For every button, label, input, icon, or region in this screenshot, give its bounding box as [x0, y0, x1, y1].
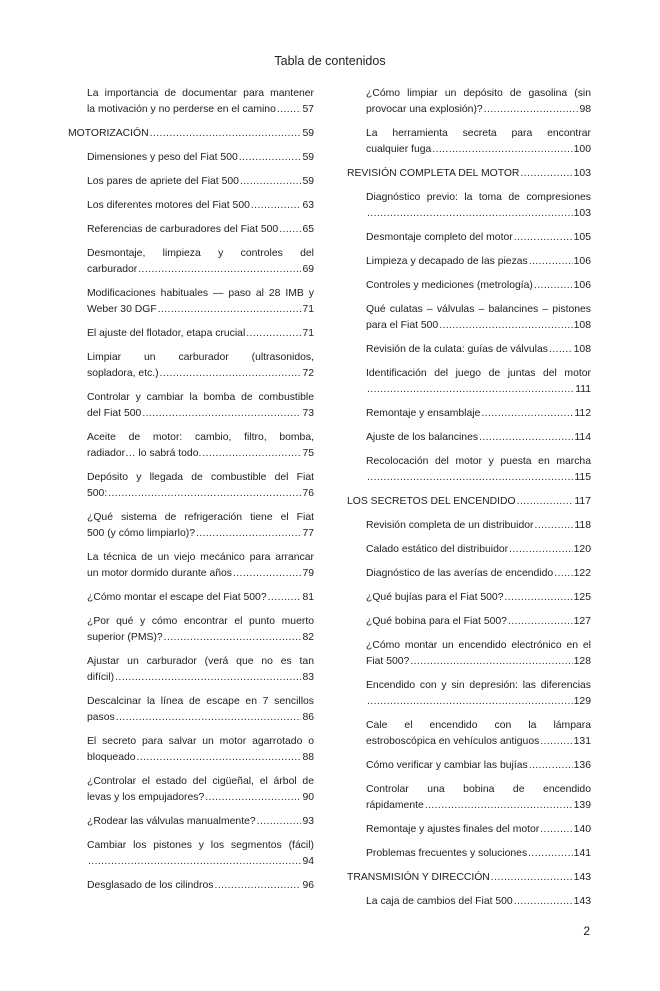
toc-entry-title: Weber 30 DGF: [87, 304, 157, 315]
toc-entry-leader-line: [366, 278, 591, 294]
dot-leader: [540, 822, 572, 838]
toc-entry-leader-line: [87, 174, 314, 190]
toc-entry-page-number: 131: [573, 736, 591, 747]
toc-entry-title: cualquier fuga: [366, 144, 432, 155]
toc-entry-title: Problemas frecuentes y soluciones: [366, 848, 528, 859]
toc-entry-leader-line: [87, 790, 314, 806]
toc-entry-text-line: Modificaciones habituales — paso al 28 IMB y: [87, 288, 314, 299]
toc-entry-page-number: 75: [302, 448, 314, 459]
toc-entry-page-number: 82: [302, 632, 314, 643]
toc-entry-page-number: 108: [573, 320, 591, 331]
dot-leader: [549, 342, 573, 358]
toc-entry-title: LOS SECRETOS DEL ENCENDIDO: [347, 496, 516, 507]
toc-entry-title: Calado estático del distribuidor: [366, 544, 509, 555]
toc-entry-page-number: 76: [302, 488, 314, 499]
toc-section-heading[interactable]: [347, 166, 591, 182]
toc-entry-title: provocar una explosión)?: [366, 104, 483, 115]
dot-leader: [517, 494, 574, 510]
toc-entry-leader-line: [366, 206, 591, 222]
toc-entry-text-line: ¿Por qué y cómo encontrar el punto muerto: [87, 616, 314, 627]
dot-leader: [239, 150, 302, 166]
toc-entry-title: Los diferentes motores del Fiat 500: [87, 200, 250, 211]
toc-entry-page-number: 57: [302, 104, 314, 115]
toc-entry-page-number: 72: [302, 368, 314, 379]
dot-leader: [484, 102, 579, 118]
toc-entry-text-line: ¿Cómo limpiar un depósito de gasolina (sin: [366, 88, 591, 99]
toc-entry-leader-line: [87, 262, 314, 278]
toc-entry-title: ¿Qué bujías para el Fiat 500?: [366, 592, 504, 603]
toc-entry-title: del Fiat 500: [87, 408, 142, 419]
toc-entry-leader-line: [366, 518, 591, 534]
toc-entry[interactable]: [87, 470, 314, 502]
toc-entry-text-line: ¿Cómo montar un encendido electrónico en el: [366, 640, 591, 651]
dot-leader: [240, 174, 302, 190]
toc-entry-leader-line: [87, 150, 314, 166]
toc-entry-page-number: 141: [573, 848, 591, 859]
toc-entry[interactable]: [87, 390, 314, 422]
toc-entry-title: rápidamente: [366, 800, 424, 811]
toc-entry-leader-line: [87, 446, 314, 462]
toc-entry[interactable]: [366, 342, 591, 358]
toc-entry-leader-line: [87, 326, 314, 342]
toc-entry-leader-line: [366, 846, 591, 862]
toc-entry[interactable]: [87, 510, 314, 542]
toc-entry-leader-line: [366, 102, 591, 118]
toc-entry[interactable]: [366, 758, 591, 774]
toc-entry-leader-line: [87, 366, 314, 382]
toc-entry-leader-line: [87, 198, 314, 214]
toc-entry-page-number: 79: [302, 568, 314, 579]
toc-entry[interactable]: [366, 566, 591, 582]
toc-entry[interactable]: [87, 246, 314, 278]
toc-entry[interactable]: [87, 694, 314, 726]
toc-entry-title: Revisión de la culata: guías de válvulas: [366, 344, 548, 355]
toc-entry[interactable]: [366, 614, 591, 630]
toc-entry-page-number: 93: [302, 816, 314, 827]
toc-entry-page-number: 108: [573, 344, 591, 355]
toc-entry-page-number: 129: [573, 696, 591, 707]
dot-leader: [425, 798, 573, 814]
dot-leader: [150, 126, 302, 142]
toc-entry-title: ¿Qué bobina para el Fiat 500?: [366, 616, 507, 627]
toc-entry-leader-line: [366, 470, 591, 486]
toc-entry-text-line: La importancia de documentar para mantener: [87, 88, 314, 99]
toc-entry[interactable]: [366, 254, 591, 270]
toc-entry-text-line: Diagnóstico previo: la toma de compresiones: [366, 192, 591, 203]
toc-entry-leader-line: [366, 590, 591, 606]
toc-entry-page-number: 127: [573, 616, 591, 627]
toc-entry-text-line: El secreto para salvar un motor agarrotado o: [87, 736, 314, 747]
toc-entry-leader-line: [87, 566, 314, 582]
dot-leader: [367, 470, 573, 486]
toc-entry-page-number: 120: [573, 544, 591, 555]
toc-entry-leader-line: [87, 630, 314, 646]
toc-entry-leader-line: [366, 406, 591, 422]
toc-entry-leader-line: [87, 222, 314, 238]
toc-entry-leader-line: [366, 342, 591, 358]
toc-entry-title: levas y los empujadores?: [87, 792, 205, 803]
toc-entry[interactable]: [87, 350, 314, 382]
toc-entry-leader-line: [347, 494, 591, 510]
toc-entry-leader-line: [87, 526, 314, 542]
dot-leader: [432, 142, 572, 158]
toc-entry-title: Controles y mediciones (metrología): [366, 280, 533, 291]
toc-entry-leader-line: [366, 822, 591, 838]
dot-leader: [514, 894, 573, 910]
toc-entry-page-number: 90: [302, 792, 314, 803]
toc-entry-text-line: Limpiar un carburador (ultrasonidos,: [87, 352, 314, 363]
toc-entry-title: Desmontaje completo del motor: [366, 232, 513, 243]
toc-entry[interactable]: [87, 814, 314, 830]
toc-entry[interactable]: [87, 734, 314, 766]
toc-entry-leader-line: [87, 486, 314, 502]
toc-entry[interactable]: [87, 614, 314, 646]
toc-entry-text-line: Descalcinar la línea de escape en 7 sencillos: [87, 696, 314, 707]
dot-leader: [528, 846, 573, 862]
toc-entry-page-number: 106: [573, 280, 591, 291]
toc-entry-page-number: 125: [573, 592, 591, 603]
toc-entry-leader-line: [87, 670, 314, 686]
toc-section-heading[interactable]: [347, 494, 591, 510]
toc-entry[interactable]: [87, 878, 314, 894]
dot-leader: [268, 590, 302, 606]
toc-entry-page-number: 122: [573, 568, 591, 579]
toc-entry-leader-line: [366, 654, 591, 670]
toc-entry-page-number: 73: [302, 408, 314, 419]
toc-entry-text-line: ¿Controlar el estado del cigüeñal, el árbol de: [87, 776, 314, 787]
toc-entry[interactable]: [366, 542, 591, 558]
toc-entry-leader-line: [87, 878, 314, 894]
dot-leader: [279, 222, 301, 238]
toc-entry-page-number: 106: [573, 256, 591, 267]
dot-leader: [142, 406, 301, 422]
toc-entry-leader-line: [366, 894, 591, 910]
toc-entry-title: sopladora, etc.): [87, 368, 159, 379]
dot-leader: [529, 254, 573, 270]
toc-entry-text-line: ¿Qué sistema de refrigeración tiene el Fiat: [87, 512, 314, 523]
dot-leader: [160, 366, 302, 382]
dot-leader: [535, 518, 574, 534]
toc-entry-page-number: 98: [579, 104, 591, 115]
toc-entry[interactable]: [87, 150, 314, 166]
toc-entry-text-line: La técnica de un viejo mecánico para arrancar: [87, 552, 314, 563]
dot-leader: [514, 230, 573, 246]
toc-entry-page-number: 71: [302, 304, 314, 315]
toc-entry-page-number: 136: [573, 760, 591, 771]
dot-leader: [479, 430, 573, 446]
toc-section-heading[interactable]: [68, 126, 314, 142]
toc-entry-leader-line: [87, 302, 314, 318]
toc-entry-leader-line: [87, 102, 314, 118]
toc-entry-title: TRANSMISIÓN Y DIRECCIÓN: [347, 872, 490, 883]
toc-entry[interactable]: [366, 518, 591, 534]
toc-entry-text-line: Qué culatas – válvulas – balancines – pistones: [366, 304, 591, 315]
toc-entry-title: 500 (y cómo limpiarlo)?: [87, 528, 195, 539]
toc-entry-leader-line: [366, 734, 591, 750]
toc-entry[interactable]: [366, 302, 591, 334]
toc-entry-page-number: 69: [302, 264, 314, 275]
toc-entry-leader-line: [366, 230, 591, 246]
toc-entry-text-line: Encendido con y sin depresión: las diferencias: [366, 680, 591, 691]
toc-entry-text-line: Identificación del juego de juntas del motor: [366, 368, 591, 379]
dot-leader: [508, 614, 573, 630]
toc-entry-text-line: Depósito y llegada de combustible del Fiat: [87, 472, 314, 483]
toc-entry-page-number: 139: [573, 800, 591, 811]
toc-entry-title: pasos: [87, 712, 115, 723]
toc-entry-leader-line: [366, 382, 591, 398]
dot-leader: [439, 318, 572, 334]
toc-entry-title: para el Fiat 500: [366, 320, 439, 331]
toc-entry[interactable]: [366, 846, 591, 862]
toc-entry[interactable]: [366, 230, 591, 246]
toc-entry-text-line: Controlar y cambiar la bomba de combustible: [87, 392, 314, 403]
toc-entry-title: un motor dormido durante años: [87, 568, 232, 579]
toc-entry-title: Revisión completa de un distribuidor: [366, 520, 534, 531]
toc-entry-leader-line: [87, 406, 314, 422]
toc-entry-text-line: Cambiar los pistones y los segmentos (fácil): [87, 840, 314, 851]
toc-entry-leader-line: [366, 254, 591, 270]
toc-entry[interactable]: [87, 654, 314, 686]
toc-entry-page-number: 114: [574, 432, 591, 443]
toc-entry-title: Fiat 500?: [366, 656, 410, 667]
dot-leader: [277, 102, 302, 118]
toc-entry-title: Limpieza y decapado de las piezas: [366, 256, 528, 267]
dot-leader: [491, 870, 573, 886]
toc-entry-text-line: Desmontaje, limpieza y controles del: [87, 248, 314, 259]
dot-leader: [233, 566, 301, 582]
toc-entry[interactable]: [87, 86, 314, 118]
toc-entry-text-line: Aceite de motor: cambio, filtro, bomba,: [87, 432, 314, 443]
toc-entry[interactable]: [87, 286, 314, 318]
toc-entry-leader-line: [87, 710, 314, 726]
dot-leader: [534, 278, 573, 294]
toc-entry-page-number: 118: [574, 520, 591, 531]
toc-entry-page-number: 143: [573, 896, 591, 907]
toc-entry-leader-line: [366, 566, 591, 582]
toc-left-column: [68, 86, 314, 902]
dot-leader: [196, 526, 301, 542]
dot-leader: [108, 486, 301, 502]
dot-leader: [138, 262, 301, 278]
toc-entry[interactable]: [87, 550, 314, 582]
dot-leader: [137, 750, 302, 766]
toc-entry-title: REVISIÓN COMPLETA DEL MOTOR: [347, 168, 520, 179]
toc-entry-page-number: 65: [302, 224, 314, 235]
toc-entry[interactable]: [366, 782, 591, 814]
toc-entry-leader-line: [68, 126, 314, 142]
toc-entry-page-number: 81: [302, 592, 314, 603]
toc-entry-leader-line: [87, 854, 314, 870]
toc-entry-page-number: 103: [573, 208, 591, 219]
toc-entry-title: Diagnóstico de las averías de encendido: [366, 568, 554, 579]
toc-entry-title: superior (PMS)?: [87, 632, 163, 643]
dot-leader: [367, 694, 573, 710]
toc-entry-leader-line: [366, 430, 591, 446]
toc-entry-text-line: Cale el encendido con la lámpara: [366, 720, 591, 731]
toc-entry-page-number: 83: [302, 672, 314, 683]
toc-entry-title: 500:: [87, 488, 108, 499]
toc-entry-leader-line: [366, 614, 591, 630]
toc-entry-leader-line: [366, 318, 591, 334]
page-title: Tabla de contenidos: [274, 54, 386, 68]
toc-entry[interactable]: [366, 718, 591, 750]
toc-entry[interactable]: [87, 430, 314, 462]
toc-entry-page-number: 59: [302, 152, 314, 163]
toc-entry[interactable]: [366, 454, 591, 486]
toc-entry-title: MOTORIZACIÓN: [68, 128, 149, 139]
dot-leader: [509, 542, 573, 558]
toc-entry-page-number: 105: [573, 232, 591, 243]
dot-leader: [215, 878, 302, 894]
toc-entry-leader-line: [366, 142, 591, 158]
toc-entry-title: Referencias de carburadores del Fiat 500: [87, 224, 279, 235]
dot-leader: [257, 814, 302, 830]
toc-entry-page-number: 94: [302, 856, 314, 867]
dot-leader: [115, 670, 301, 686]
toc-entry-title: El ajuste del flotador, etapa crucial: [87, 328, 246, 339]
toc-entry-page-number: 63: [302, 200, 314, 211]
toc-entry-leader-line: [366, 798, 591, 814]
toc-entry-leader-line: [87, 590, 314, 606]
toc-entry-page-number: 86: [302, 712, 314, 723]
toc-entry-title: bloqueado: [87, 752, 136, 763]
toc-entry[interactable]: [87, 838, 314, 870]
toc-entry-title: ¿Rodear las válvulas manualmente?: [87, 816, 256, 827]
dot-leader: [504, 590, 572, 606]
dot-leader: [540, 734, 572, 750]
toc-entry-page-number: 140: [573, 824, 591, 835]
toc-entry-title: Dimensiones y peso del Fiat 500: [87, 152, 238, 163]
toc-entry-page-number: 117: [574, 496, 591, 507]
toc-entry-page-number: 88: [302, 752, 314, 763]
dot-leader: [158, 302, 302, 318]
toc-entry[interactable]: [87, 590, 314, 606]
toc-entry-page-number: 96: [302, 880, 314, 891]
toc-entry-title: Ajuste de los balancines: [366, 432, 479, 443]
toc-entry-page-number: 59: [302, 128, 314, 139]
toc-entry[interactable]: [366, 190, 591, 222]
toc-entry[interactable]: [366, 590, 591, 606]
dot-leader: [202, 446, 301, 462]
toc-entry[interactable]: [366, 278, 591, 294]
toc-entry[interactable]: [366, 126, 591, 158]
dot-leader: [164, 630, 302, 646]
toc-entry[interactable]: [366, 638, 591, 670]
toc-entry-title: La caja de cambios del Fiat 500: [366, 896, 513, 907]
dot-leader: [205, 790, 301, 806]
toc-entry[interactable]: [87, 174, 314, 190]
toc-entry-title: ¿Cómo montar el escape del Fiat 500?: [87, 592, 267, 603]
toc-entry-title: carburador: [87, 264, 138, 275]
toc-entry-page-number: 103: [573, 168, 591, 179]
toc-entry-title: estroboscópica en vehículos antiguos: [366, 736, 540, 747]
toc-entry-page-number: 100: [573, 144, 591, 155]
toc-entry[interactable]: [87, 198, 314, 214]
toc-entry[interactable]: [366, 894, 591, 910]
dot-leader: [520, 166, 572, 182]
toc-entry-page-number: 111: [575, 384, 591, 395]
toc-entry-leader-line: [347, 870, 591, 886]
toc-entry-text-line: Ajustar un carburador (verá que no es tan: [87, 656, 314, 667]
dot-leader: [529, 758, 573, 774]
toc-entry-page-number: 128: [573, 656, 591, 667]
toc-entry-page-number: 112: [574, 408, 591, 419]
toc-entry-page-number: 115: [574, 472, 591, 483]
dot-leader: [251, 198, 302, 214]
toc-entry[interactable]: [87, 326, 314, 342]
toc-entry-leader-line: [366, 542, 591, 558]
toc-entry-title: Remontaje y ajustes finales del motor: [366, 824, 540, 835]
toc-entry-title: Los pares de apriete del Fiat 500: [87, 176, 239, 187]
toc-entry[interactable]: [366, 86, 591, 118]
toc-entry-title: Cómo verificar y cambiar las bujías: [366, 760, 528, 771]
toc-entry-leader-line: [87, 814, 314, 830]
toc-entry[interactable]: [87, 222, 314, 238]
dot-leader: [554, 566, 573, 582]
dot-leader: [367, 382, 574, 398]
toc-entry[interactable]: [87, 774, 314, 806]
toc-entry-text-line: Recolocación del motor y puesta en marcha: [366, 456, 591, 467]
toc-entry[interactable]: [366, 822, 591, 838]
toc-entry-leader-line: [87, 750, 314, 766]
toc-entry-page-number: 71: [302, 328, 314, 339]
toc-entry-text-line: La herramienta secreta para encontrar: [366, 128, 591, 139]
dot-leader: [410, 654, 572, 670]
dot-leader: [481, 406, 573, 422]
toc-entry-title: la motivación y no perderse en el camino: [87, 104, 276, 115]
toc-entry[interactable]: [366, 430, 591, 446]
dot-leader: [367, 206, 573, 222]
toc-entry[interactable]: [366, 406, 591, 422]
page-number: 2: [583, 924, 590, 938]
dot-leader: [116, 710, 302, 726]
toc-entry-text-line: Controlar una bobina de encendido: [366, 784, 591, 795]
toc-entry-title: difícil): [87, 672, 115, 683]
toc-entry-page-number: 77: [302, 528, 314, 539]
toc-entry-page-number: 143: [573, 872, 591, 883]
dot-leader: [246, 326, 301, 342]
toc-entry-leader-line: [366, 758, 591, 774]
toc-entry-title: radiador… lo sabrá todo.: [87, 448, 202, 459]
dot-leader: [88, 854, 301, 870]
toc-right-column: [347, 86, 591, 918]
toc-entry-title: Remontaje y ensamblaje: [366, 408, 481, 419]
toc-entry-leader-line: [366, 694, 591, 710]
toc-entry-title: Desglasado de los cilindros: [87, 880, 214, 891]
toc-entry[interactable]: [366, 366, 591, 398]
toc-section-heading[interactable]: [347, 870, 591, 886]
toc-entry[interactable]: [366, 678, 591, 710]
toc-entry-page-number: 59: [302, 176, 314, 187]
toc-entry-leader-line: [347, 166, 591, 182]
